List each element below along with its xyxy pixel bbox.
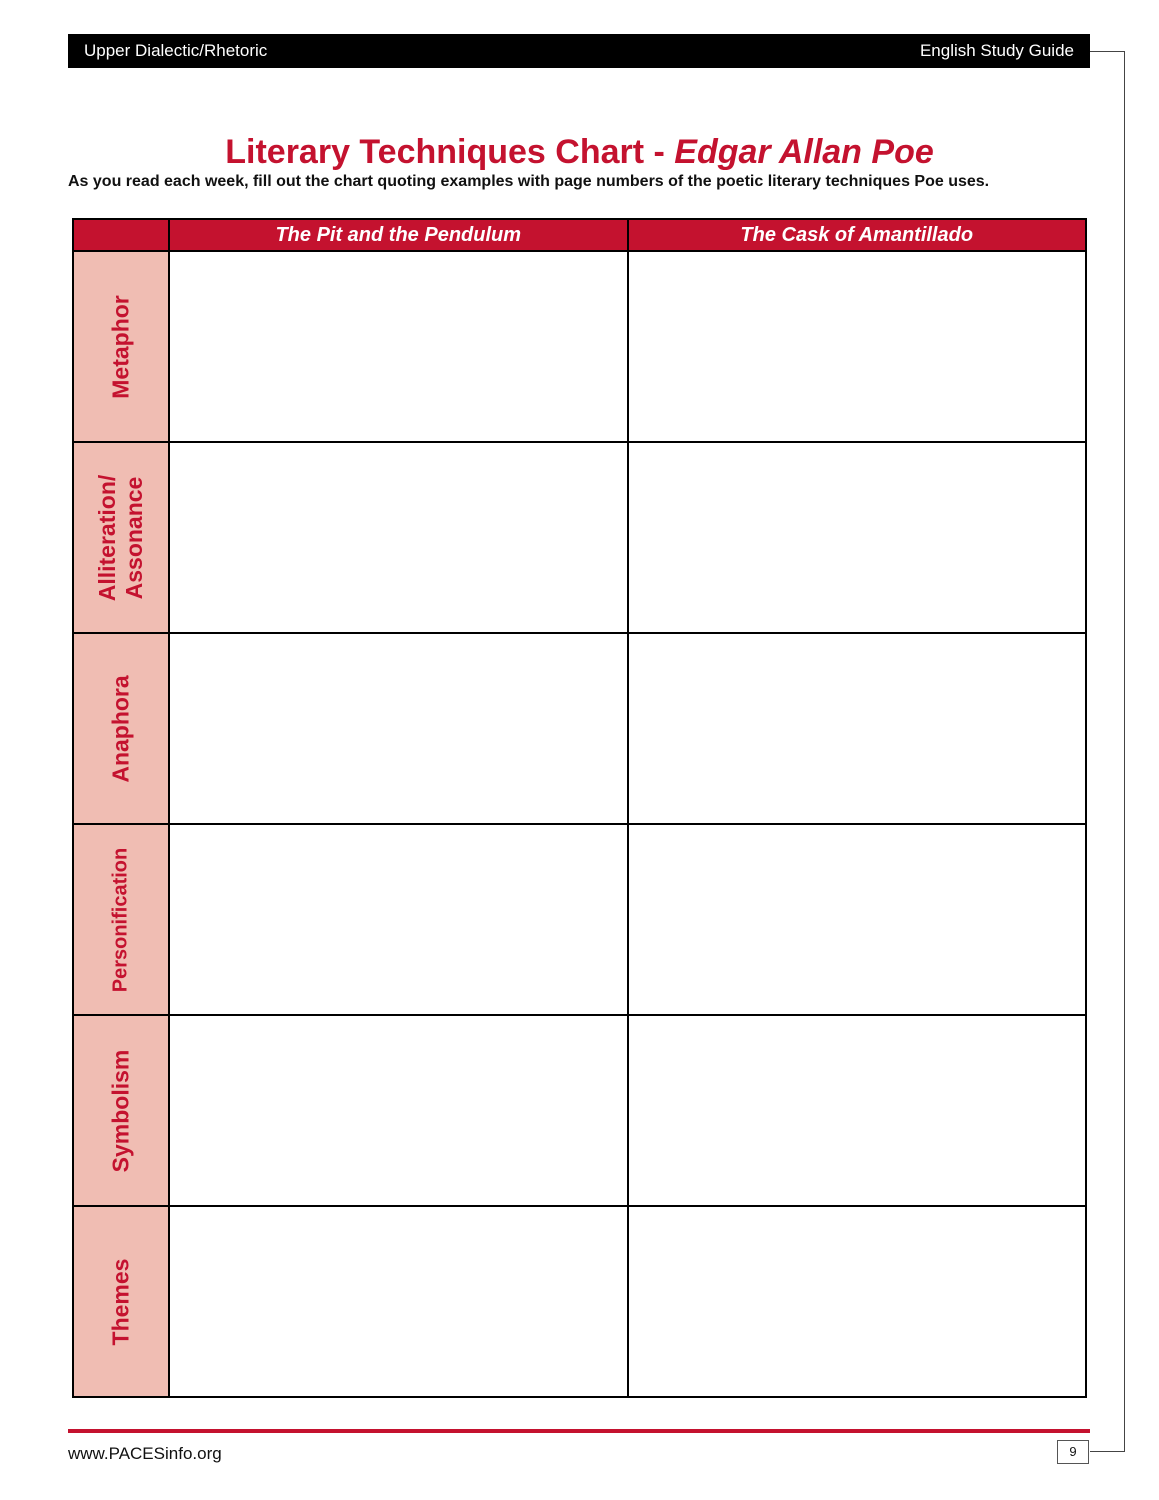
header-left-text: Upper Dialectic/Rhetoric	[84, 41, 268, 60]
page-title	[0, 132, 1159, 172]
cell-themes-cask[interactable]	[628, 1206, 1087, 1397]
row-label-themes	[73, 1206, 169, 1397]
cell-symbolism-cask[interactable]	[628, 1015, 1087, 1206]
cell-alliteration-pit[interactable]	[169, 442, 628, 633]
chart-header-row	[73, 219, 1086, 251]
row-alliteration	[73, 442, 1086, 633]
row-label-alliteration-line1: Alliteration/	[94, 474, 120, 601]
instructions: As you read each week, fill out the chart quoting examples with page numbers of the poetic literary techniques Poe uses.	[68, 173, 990, 190]
column-header-pit: The Pit and the Pendulum	[169, 219, 628, 251]
cell-themes-pit[interactable]	[169, 1206, 628, 1397]
cell-personification-pit[interactable]	[169, 824, 628, 1015]
techniques-chart	[72, 218, 1087, 1398]
header-bar	[68, 34, 1090, 68]
cell-alliteration-cask[interactable]	[628, 442, 1087, 633]
page-number: 9	[1057, 1440, 1089, 1464]
edge-line-bottom	[1090, 1451, 1125, 1452]
edge-line-vertical	[1124, 51, 1125, 1451]
row-label-symbolism-text: Symbolism	[107, 1049, 134, 1172]
title-author: Edgar Allan Poe	[674, 133, 934, 171]
title-main: Literary Techniques Chart -	[225, 133, 675, 171]
row-label-anaphora	[73, 633, 169, 824]
row-label-metaphor	[73, 251, 169, 442]
cell-symbolism-pit[interactable]	[169, 1015, 628, 1206]
edge-line-top	[1090, 51, 1125, 52]
cell-metaphor-pit[interactable]	[169, 251, 628, 442]
footer-divider	[68, 1429, 1090, 1433]
cell-anaphora-pit[interactable]	[169, 633, 628, 824]
row-label-alliteration-text	[94, 474, 148, 601]
row-symbolism	[73, 1015, 1086, 1206]
row-themes	[73, 1206, 1086, 1397]
row-personification	[73, 824, 1086, 1015]
row-label-symbolism	[73, 1015, 169, 1206]
column-header-cask: The Cask of Amantillado	[628, 219, 1087, 251]
cell-personification-cask[interactable]	[628, 824, 1087, 1015]
footer-url: www.PACESinfo.org	[68, 1444, 222, 1463]
row-label-personification	[73, 824, 169, 1015]
row-label-anaphora-text: Anaphora	[107, 674, 134, 783]
chart-corner-cell	[73, 219, 169, 251]
row-label-alliteration-line2: Assonance	[121, 476, 147, 599]
row-label-alliteration	[73, 442, 169, 633]
header-right-text: English Study Guide	[919, 41, 1074, 60]
row-label-themes-text: Themes	[107, 1258, 134, 1345]
row-label-metaphor-text: Metaphor	[107, 294, 134, 399]
row-label-personification-text: Personification	[109, 847, 132, 992]
cell-anaphora-cask[interactable]	[628, 633, 1087, 824]
row-metaphor	[73, 251, 1086, 442]
cell-metaphor-cask[interactable]	[628, 251, 1087, 442]
row-anaphora	[73, 633, 1086, 824]
